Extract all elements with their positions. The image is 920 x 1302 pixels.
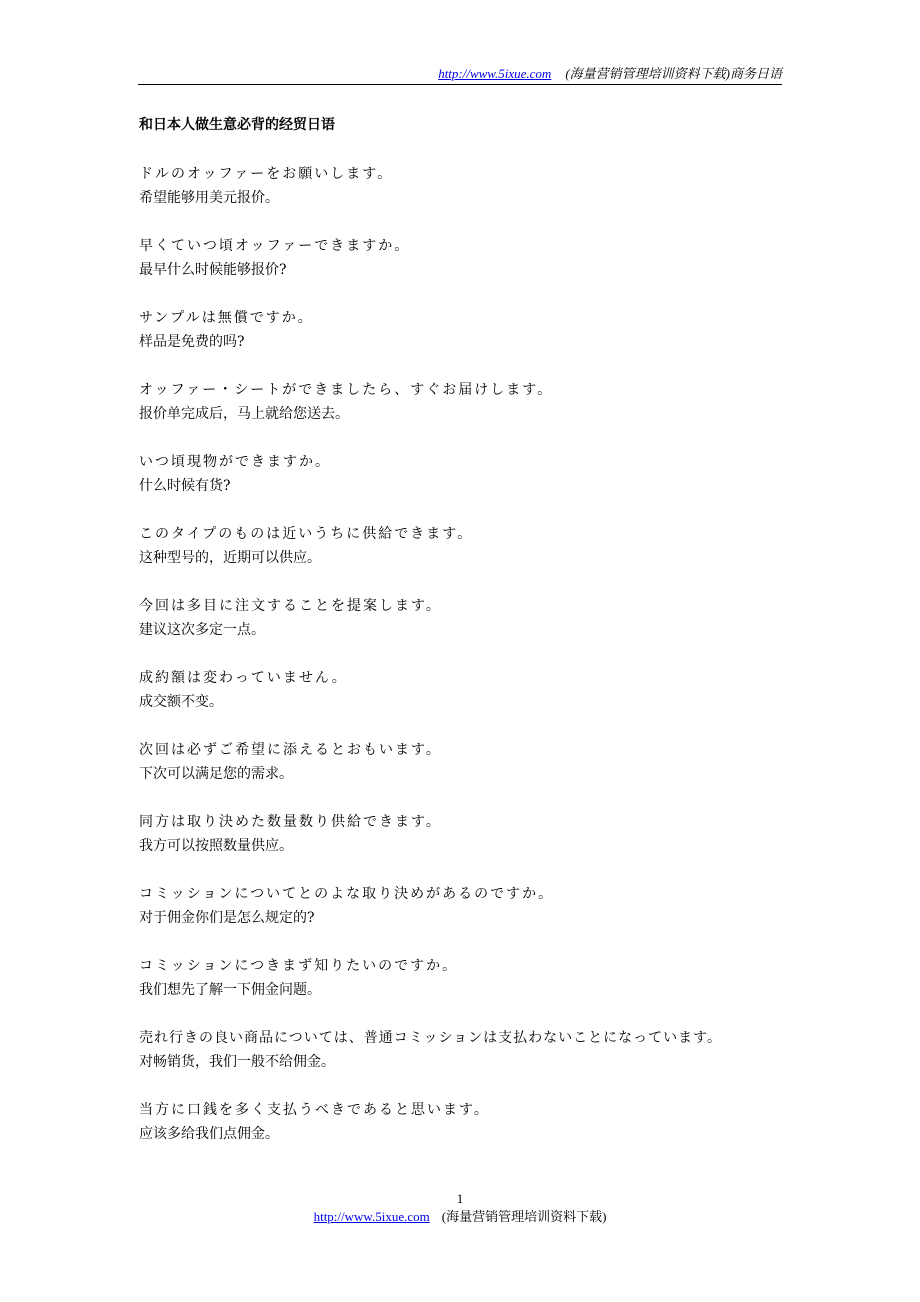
japanese-line: ドルのオッファーをお願いします。 bbox=[139, 166, 394, 182]
japanese-line: このタイプのものは近いうちに供給できます。 bbox=[139, 526, 474, 542]
document-body bbox=[139, 114, 789, 1170]
chinese-line: 建议这次多定一点。 bbox=[139, 622, 265, 638]
document-title: 和日本人做生意必背的经贸日语 bbox=[139, 117, 335, 133]
chinese-line: 成交额不变。 bbox=[139, 694, 223, 710]
phrase-pair bbox=[139, 882, 789, 930]
chinese-line: 这种型号的，近期可以供应。 bbox=[139, 550, 321, 566]
chinese-line: 报价单完成后，马上就给您送去。 bbox=[139, 406, 349, 422]
page-header bbox=[138, 64, 782, 85]
header-description: (海量营销管理培训资料下载)商务日语 bbox=[565, 66, 782, 81]
phrase-pair bbox=[139, 954, 789, 1002]
japanese-line: サンプルは無償ですか。 bbox=[139, 310, 314, 326]
phrase-pair bbox=[139, 594, 789, 642]
phrase-pair bbox=[139, 810, 789, 858]
japanese-line: 当方に口銭を多く支払うべきであると思います。 bbox=[139, 1102, 490, 1118]
chinese-line: 我方可以按照数量供应。 bbox=[139, 838, 293, 854]
page-footer bbox=[0, 1190, 920, 1226]
japanese-line: 同方は取り決めた数量数り供給できます。 bbox=[139, 814, 442, 830]
japanese-line: コミッションについてとのよな取り決めがあるのですか。 bbox=[139, 886, 555, 902]
chinese-line: 对于佣金你们是怎么规定的? bbox=[139, 910, 315, 926]
phrase-pair bbox=[139, 306, 789, 354]
japanese-line: コミッションにつきまず知りたいのですか。 bbox=[139, 958, 459, 974]
page-number: 1 bbox=[456, 1191, 464, 1206]
header-link[interactable]: http://www.5ixue.com bbox=[438, 66, 552, 81]
phrase-pair bbox=[139, 378, 789, 426]
japanese-line: オッファー・シートができましたら、すぐお届けします。 bbox=[139, 382, 554, 398]
phrase-pair bbox=[139, 666, 789, 714]
japanese-line: 次回は必ずご希望に添えるとおもいます。 bbox=[139, 742, 442, 758]
japanese-line: 売れ行きの良い商品については、普通コミッションは支払わないことになっています。 bbox=[139, 1030, 723, 1046]
chinese-line: 我们想先了解一下佣金问题。 bbox=[139, 982, 321, 998]
phrase-pair bbox=[139, 1098, 789, 1146]
phrase-pair bbox=[139, 162, 789, 210]
phrase-pair bbox=[139, 522, 789, 570]
chinese-line: 样品是免费的吗? bbox=[139, 334, 245, 350]
japanese-line: いつ頃現物ができますか。 bbox=[139, 454, 331, 470]
chinese-line: 对畅销货，我们一般不给佣金。 bbox=[139, 1054, 335, 1070]
chinese-line: 希望能够用美元报价。 bbox=[139, 190, 279, 206]
japanese-line: 早くていつ頃オッファーできますか。 bbox=[139, 238, 411, 254]
chinese-line: 什么时候有货? bbox=[139, 478, 231, 494]
footer-description: (海量营销管理培训资料下载) bbox=[441, 1209, 607, 1224]
footer-link[interactable]: http://www.5ixue.com bbox=[313, 1209, 430, 1224]
chinese-line: 下次可以满足您的需求。 bbox=[139, 766, 293, 782]
chinese-line: 最早什么时候能够报价? bbox=[139, 262, 287, 278]
phrase-pair bbox=[139, 1026, 789, 1074]
phrase-pair bbox=[139, 234, 789, 282]
japanese-line: 今回は多目に注文することを提案します。 bbox=[139, 598, 442, 614]
japanese-line: 成約額は変わっていません。 bbox=[139, 670, 348, 686]
chinese-line: 应该多给我们点佣金。 bbox=[139, 1126, 279, 1142]
phrase-pair bbox=[139, 738, 789, 786]
phrase-pair bbox=[139, 450, 789, 498]
